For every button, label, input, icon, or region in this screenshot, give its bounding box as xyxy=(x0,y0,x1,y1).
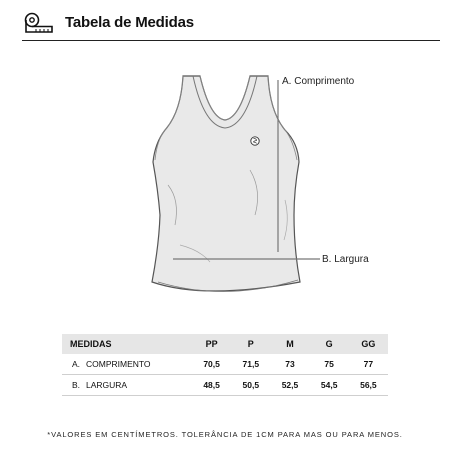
cell-value: 48,5 xyxy=(203,380,220,390)
footnote: *VALORES EM CENTÍMETROS. TOLERÂNCIA DE 1CM PARA MAS OU PARA MENOS. xyxy=(47,430,403,439)
col-p: P xyxy=(247,339,254,349)
table-row xyxy=(62,354,388,375)
cell-value: 54,5 xyxy=(320,380,338,390)
row-name: COMPRIMENTO xyxy=(86,359,151,369)
table-header-row xyxy=(62,334,388,354)
cell-value: 71,5 xyxy=(242,359,260,369)
row-letter: A. xyxy=(72,359,81,369)
label-largura: B. Largura xyxy=(322,254,369,265)
cell-value: 52,5 xyxy=(281,380,299,390)
row-name: LARGURA xyxy=(86,380,128,390)
cell-value: 77 xyxy=(363,359,374,369)
row-label xyxy=(62,375,192,396)
col-m: M xyxy=(286,339,294,349)
cell-value: 70,5 xyxy=(203,359,220,369)
cell-value: 75 xyxy=(324,359,334,369)
table-row xyxy=(62,375,388,396)
page-title: Tabela de Medidas xyxy=(65,14,194,31)
measurements-table xyxy=(62,334,388,396)
col-g: G xyxy=(325,339,333,349)
cell-value: 73 xyxy=(285,359,295,369)
row-label xyxy=(62,354,192,375)
cell-value: 56,5 xyxy=(360,380,377,390)
cell-value: 50,5 xyxy=(242,380,260,390)
col-medidas: MEDIDAS xyxy=(70,339,112,349)
row-letter: B. xyxy=(72,380,81,390)
label-comprimento: A. Comprimento xyxy=(282,76,355,87)
col-gg: GG xyxy=(361,339,376,349)
col-pp: PP xyxy=(205,339,218,349)
